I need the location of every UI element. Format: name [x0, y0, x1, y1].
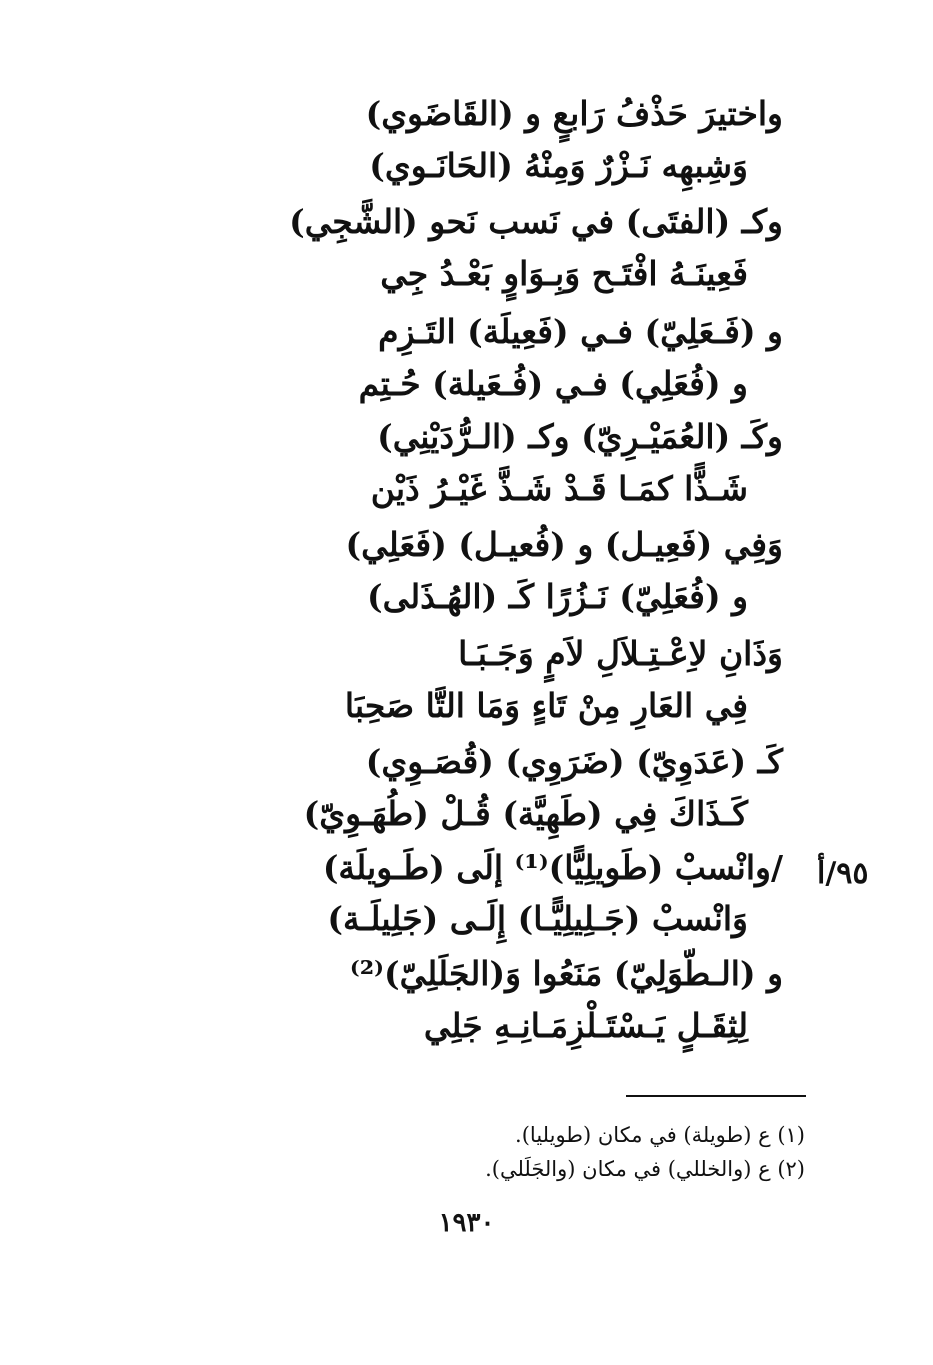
- verse-line-17: و (الـطّوَلِيّ) مَنَعُوا وَ(الجَلَلِيّ)⁽²⁾: [349, 954, 783, 993]
- verse-line-18: لِثِقَـلٍ يَـسْتَـلْزِمَـانِـهِ جَلِي: [423, 1006, 748, 1045]
- footnote-divider: [626, 1095, 806, 1097]
- verse-line-3: وكـ (الفتَى) في نَسب نَحو (الشَّجِي): [289, 202, 783, 241]
- verse-line-15: /وانْسبْ (طَويلِيًّا)⁽¹⁾ إلَى (طَـويلَة): [322, 848, 783, 887]
- verse-line-5: و (فَـعَلِيّ) فـي (فَعِيلَة) التَـزِم: [378, 312, 783, 351]
- verse-line-10: و (فُعَلِيّ) نَـزُرًا كَـ (الهُـذَلى): [367, 577, 748, 616]
- verse-line-12: فِي العَارِ مِنْ تَاءٍ وَمَا التَّا صَحِبَا: [344, 686, 748, 725]
- verse-line-14: كَـذَاكَ فِي (طَهِيَّة) قُـلْ (طُهَـوِيّ): [303, 794, 748, 833]
- verse-line-8: شَـذًّا كمَـا قَـدْ شَـذَّ غَيْـرُ ذَيْن: [370, 469, 748, 508]
- verse-line-16: وَانْسبْ (جَـلِيلِيًّـا) إِلَـى (جَلِيلَـة): [327, 899, 748, 938]
- verse-line-4: فَعِينَـهُ افْتَـح وَبِـوَاوٍ بَعْـدُ جِي: [380, 254, 748, 293]
- verse-line-9: وَفِي (فَعِيـل) و (فُعيـل) (فَعَلِي): [345, 525, 783, 564]
- footnote-1: (١) ع (طويلة) في مكان (طويليا).: [515, 1123, 805, 1147]
- verse-line-7: وكَـ (العُمَيْـرِيّ) وكـ (الـرُّدَيْنِي): [377, 417, 783, 456]
- verse-line-2: وَشِبهِه نَـزْرٌ وَمِنْهُ (الحَانَـوي): [369, 146, 748, 185]
- verse-line-1: واختيرَ حَذْفُ رَابعٍ و (القَاضَوي): [365, 94, 783, 133]
- folio-margin-note: ٩٥/أ: [817, 856, 869, 891]
- verse-line-13: كَـ (عَدَوِيّ) (ضَرَوِي) (قُصَـوِي): [365, 742, 783, 781]
- verse-line-6: و (فُعَلِي) فـي (فُـعَيلة) حُـتِم: [358, 364, 748, 403]
- page-number: ١٩٣٠: [438, 1208, 495, 1238]
- verse-line-11: وَذَانِ لاِعْـتِـلاَلِ لاَمٍ وَجَـبَـا: [458, 634, 783, 673]
- footnote-2: (٢) ع (والخللي) في مكان (والجَلَلي).: [485, 1157, 805, 1181]
